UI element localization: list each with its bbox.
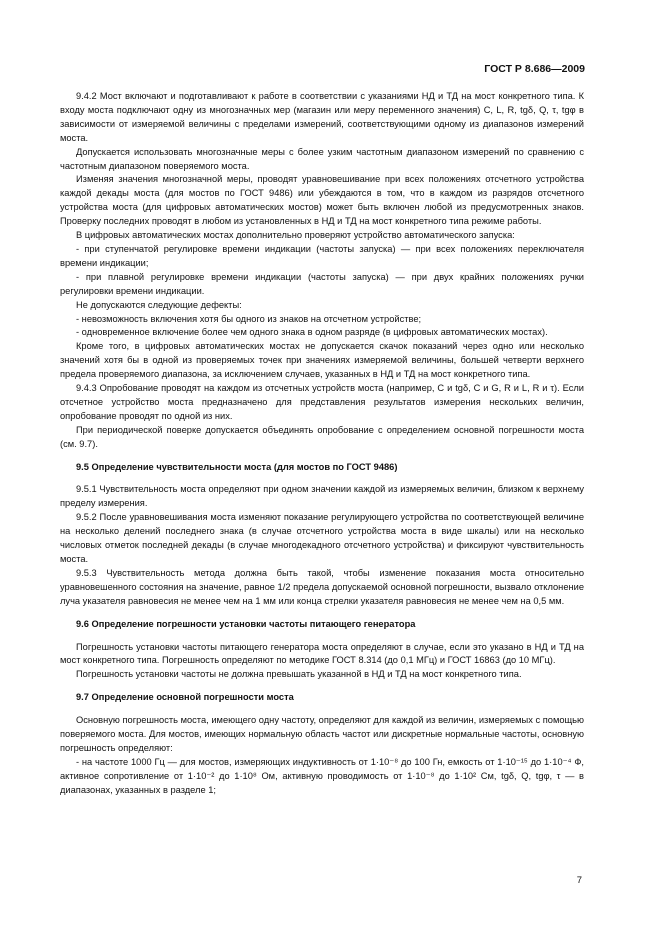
section-gap (60, 452, 584, 461)
document-body (60, 90, 584, 798)
paragraph: Погрешность установки частоты питающего генератора моста определяют в случае, если это указано в НД и ТД на мост конкретного типа. Погрешность определяют по методике ГОСТ 8.314 (до 0,1 МГц) и ГОСТ 16863 (до 10 МГц). (60, 641, 584, 666)
paragraph: - одновременное включение более чем одного знака в одном разряде (в цифровых автоматических мостах). (76, 327, 548, 338)
paragraph: 9.4.2 Мост включают и подготавливают к работе в соответствии с указаниями НД и ТД на мост конкретного типа. К входу моста подключают одну из многозначных мер (магазин или меру переменного значения) C, L, R, tgδ, Q, τ, tgφ в зависимости от измеряемой величины с пределами измерений, соответствующими одному из диапазонов измерений моста. (60, 91, 584, 143)
paragraph: - при ступенчатой регулировке времени индикации (частоты запуска) — при всех положениях переключателя времени индикации; (60, 243, 584, 268)
document-code: ГОСТ Р 8.686—2009 (484, 63, 585, 75)
section-gap (60, 705, 584, 714)
section-gap (60, 609, 584, 618)
paragraph: Изменяя значения многозначной меры, проводят уравновешивание при всех положениях отсчетного устройства каждой декады моста (для мостов по ГОСТ 9486) или убеждаются в том, что в каждом из разрядов отсчетного устройства моста (для цифровых автоматических мостов) может быть включен любой из предусмотренных знаков. Проверку последних проводят в любом из установленных в НД и ТД на мост конкретного типа режиме работы. (60, 174, 584, 227)
paragraph: Допускается использовать многозначные меры с более узким частотным диапазоном измерений по сравнению с частотным диапазоном поверяемого моста. (60, 146, 584, 171)
paragraph: В цифровых автоматических мостах дополнительно проверяют устройство автоматического запуска: (76, 230, 515, 241)
paragraph: - невозможность включения хотя бы одного из знаков на отсчетном устройстве; (76, 313, 422, 324)
paragraph: 9.5.3 Чувствительность метода должна быть такой, чтобы изменение показания моста относительно уравновешенного состояния на значение, равное 1/2 предела допускаемой основной погрешности, вызвало отклонение луча указателя равновесия не менее чем на 1 мм или конца стрелки указателя равновесия не менее чем на 0,5 мм. (60, 567, 584, 606)
section-heading: 9.6 Определение погрешности установки частоты питающего генератора (76, 618, 416, 629)
paragraph: - при плавной регулировке времени индикации (частоты запуска) — при двух крайних положениях ручки регулировки времени индикации. (60, 271, 584, 296)
paragraph: Основную погрешность моста, имеющего одну частоту, определяют для каждой из величин, измеряемых с помощью поверяемого моста. Для мостов, имеющих нормальную область частот или дискретные нормальные частоты, основную погрешность определяют: (60, 715, 584, 753)
paragraph: 9.5.2 После уравновешивания моста изменяют показание регулирующего устройства по соответствующей величине на несколько делений последнего знака (в случае отсчетного устройства моста в виде шкалы) или на несколько числовых отметок последней декады (в случае многодекадного отсчетного устройства) и фиксируют чувствительность моста. (60, 512, 584, 564)
paragraph: - на частоте 1000 Гц — для мостов, измеряющих индуктивность от 1·10⁻⁸ до 100 Гн, емкость от 1·10⁻¹⁵ до 1·10⁻⁴ Ф, активное сопротивление от 1·10⁻² до 1·10⁸ Ом, активную проводимость от 1·10⁻⁸ до 1·10² См, tgδ, Q, tgφ, τ — в диапазонах, указанных в разделе 1; (60, 756, 584, 795)
section-heading: 9.7 Определение основной погрешности моста (76, 692, 294, 703)
page-number: 7 (576, 875, 582, 886)
paragraph: Кроме того, в цифровых автоматических мостах не допускается скачок показаний через одно или несколько значений хотя бы в одной из проверяемых точек при значениях измеряемой величины, большей четверти верхнего предела проверяемого диапазона, за исключением случаев, указанных в НД и ТД на мост конкретного типа. (60, 341, 584, 380)
section-gap (60, 632, 584, 641)
paragraph: Не допускаются следующие дефекты: (76, 299, 242, 310)
paragraph: 9.4.3 Опробование проводят на каждом из отсчетных устройств моста (например, C и tgδ, C и G, R и L, R и τ). Если отсчетное устройство моста предназначено для представления результатов измерения нескольких величин, опробование проводят по одной из них. (60, 383, 584, 421)
paragraph: При периодической поверке допускается объединять опробование с определением основной погрешности моста (см. 9.7). (60, 424, 584, 449)
paragraph: Погрешность установки частоты не должна превышать указанной в НД и ТД на мост конкретного типа. (76, 669, 522, 680)
paragraph: 9.5.1 Чувствительность моста определяют при одном значении каждой из измеряемых величин, близком к верхнему пределу измерения. (60, 484, 584, 509)
section-gap (60, 474, 584, 483)
section-heading: 9.5 Определение чувствительности моста (для мостов по ГОСТ 9486) (76, 461, 398, 472)
section-gap (60, 682, 584, 691)
